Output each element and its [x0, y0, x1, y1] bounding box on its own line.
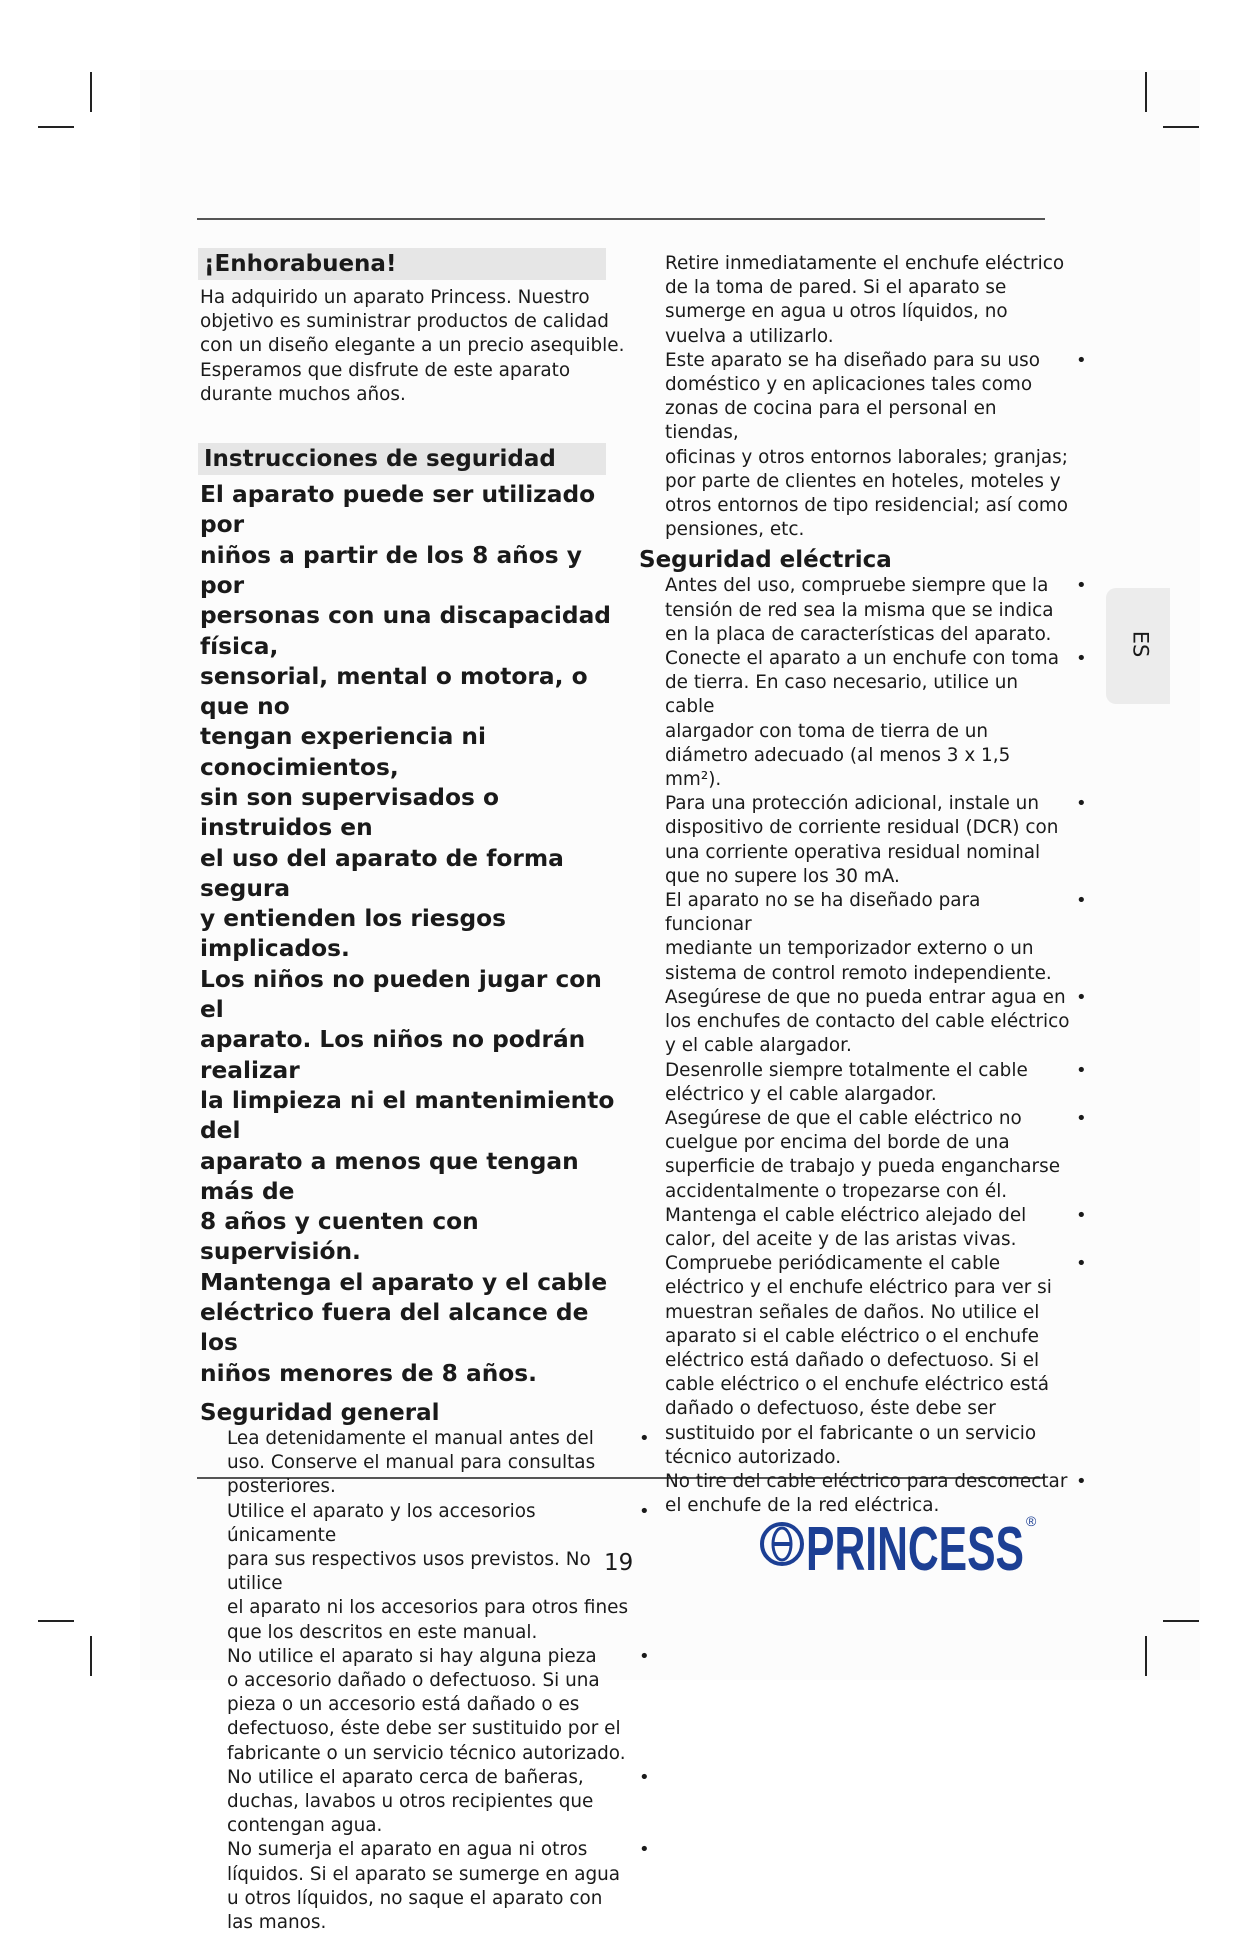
- electric-safety-list: [637, 574, 1087, 1518]
- congrats-paragraph: [198, 286, 628, 407]
- crop-mark-top-right-v: [1145, 72, 1147, 112]
- text-line: Antes del uso, compruebe siempre que la: [665, 575, 1049, 597]
- text-line: el aparato ni los accesorios para otros fines: [227, 1597, 629, 1619]
- text-line: Compruebe periódicamente el cable: [665, 1253, 1001, 1275]
- text-line: diámetro adecuado (al menos 3 x 1,5 mm²).: [665, 744, 1011, 791]
- bullet-icon: •: [1076, 648, 1087, 670]
- text-line: oficinas y otros entornos laborales; granjas;: [665, 446, 1068, 468]
- text-line: por parte de clientes en hoteles, moteles y: [665, 470, 1061, 492]
- bullet-icon: •: [1076, 890, 1087, 912]
- list-item: [227, 1427, 650, 1500]
- text-line: aparato. Los niños no podrán realizar: [200, 1026, 586, 1084]
- text-line: objetivo es suministrar productos de calidad: [200, 311, 609, 333]
- crop-mark-top-left-v: [90, 72, 92, 112]
- text-line: sin son supervisados o instruidos en: [200, 783, 499, 842]
- text-line: 8 años y cuenten con supervisión.: [200, 1208, 479, 1266]
- text-line: líquidos. Si el aparato se sumerge en agua: [227, 1863, 621, 1885]
- text-line: pieza o un accesorio está dañado o es: [227, 1694, 580, 1716]
- list-item: [227, 1500, 650, 1645]
- bullet-icon: •: [639, 1645, 650, 1667]
- right-column: [637, 252, 1087, 1518]
- text-line: sustituido por el fabricante o un servicio: [665, 1422, 1037, 1444]
- text-line: muestran señales de daños. No utilice el: [665, 1301, 1040, 1323]
- text-line: Lea detenidamente el manual antes del: [227, 1427, 594, 1449]
- bullet-icon: •: [1076, 1253, 1087, 1275]
- text-line: vuelva a utilizarlo.: [665, 325, 834, 347]
- text-line: en la placa de características del aparato.: [665, 623, 1052, 645]
- text-line: defectuoso, éste debe ser sustituido por el: [227, 1718, 621, 1740]
- bullet-icon: •: [639, 1500, 650, 1522]
- text-line: las manos.: [227, 1911, 327, 1933]
- list-item: [227, 1645, 650, 1766]
- top-rule: [197, 218, 1045, 220]
- text-line: No utilice el aparato si hay alguna pieza: [227, 1645, 597, 1667]
- list-item: [665, 986, 1087, 1059]
- safety-heading: Instrucciones de seguridad: [198, 443, 606, 475]
- text-line: calor, del aceite y de las aristas vivas.: [665, 1228, 1017, 1250]
- general-safety-list: [198, 1427, 650, 1935]
- text-line: que no supere los 30 mA.: [665, 865, 900, 887]
- text-line: Mantenga el cable eléctrico alejado del: [665, 1204, 1027, 1226]
- text-line: pensiones, etc.: [665, 519, 805, 541]
- bullet-icon: •: [1076, 986, 1087, 1008]
- text-line: de la toma de pared. Si el aparato se: [665, 277, 1007, 299]
- text-line: una corriente operativa residual nominal: [665, 841, 1041, 863]
- text-line: tensión de red sea la misma que se indica: [665, 599, 1054, 621]
- text-line: dispositivo de corriente residual (DCR) con: [665, 817, 1059, 839]
- bullet-icon: •: [1076, 1107, 1087, 1129]
- text-line: niños a partir de los 8 años y por: [200, 541, 582, 599]
- text-line: zonas de cocina para el personal en tiendas,: [665, 398, 997, 444]
- list-item: [665, 574, 1087, 647]
- text-line: Asegúrese de que el cable eléctrico no: [665, 1107, 1022, 1129]
- general-safety-heading: Seguridad general: [200, 1399, 440, 1426]
- bullet-icon: •: [639, 1839, 650, 1861]
- text-line: el uso del aparato de forma segura: [200, 844, 564, 902]
- bullet-icon: •: [1076, 1204, 1087, 1226]
- text-line: contengan agua.: [227, 1815, 383, 1837]
- congrats-heading: ¡Enhorabuena!: [198, 248, 606, 280]
- text-line: la limpieza ni el mantenimiento del: [200, 1086, 615, 1145]
- text-line: Retire inmediatamente el enchufe eléctrico: [665, 253, 1065, 274]
- text-line: o accesorio dañado o defectuoso. Si una: [227, 1669, 600, 1691]
- text-line: cable eléctrico o el enchufe eléctrico está: [665, 1374, 1049, 1396]
- text-line: eléctrico fuera del alcance de los: [200, 1299, 589, 1357]
- text-line: cuelgue por encima del borde de una: [665, 1132, 1010, 1154]
- bullet-icon: •: [1076, 1470, 1087, 1492]
- electric-safety-heading: Seguridad eléctrica: [639, 547, 892, 574]
- text-line: Conecte el aparato a un enchufe con toma: [665, 648, 1059, 670]
- text-line: que los descritos en este manual.: [227, 1621, 538, 1643]
- princess-logo: [760, 1504, 1050, 1584]
- text-line: Mantenga el aparato y el cable: [200, 1268, 608, 1296]
- text-line: posteriores.: [227, 1476, 336, 1498]
- list-item: [665, 889, 1087, 986]
- language-tab-label: ES: [1128, 630, 1153, 658]
- list-item: [665, 1059, 1087, 1107]
- list-item: [227, 1766, 650, 1839]
- text-line: los enchufes de contacto del cable eléctrico: [665, 1011, 1070, 1033]
- text-line: con un diseño elegante a un precio asequible.: [200, 335, 625, 357]
- list-item: [665, 1107, 1087, 1204]
- left-column: [198, 248, 650, 1935]
- text-line: aparato si el cable eléctrico o el enchufe: [665, 1325, 1039, 1347]
- text-line: niños menores de 8 años.: [200, 1359, 538, 1387]
- text-line: No tire del cable eléctrico para desconectar: [665, 1470, 1068, 1492]
- text-line: Los niños no pueden jugar con el: [200, 965, 602, 1024]
- list-item: [227, 1838, 650, 1935]
- list-item: [665, 349, 1087, 543]
- text-line: El aparato puede ser utilizado por: [200, 481, 596, 539]
- text-line: Desenrolle siempre totalmente el cable: [665, 1059, 1028, 1081]
- text-line: otros entornos de tipo residencial; así como: [665, 495, 1069, 517]
- text-line: personas con una discapacidad física,: [200, 602, 611, 660]
- text-line: Esperamos que disfrute de este aparato: [200, 359, 571, 381]
- text-line: doméstico y en aplicaciones tales como: [665, 374, 1033, 396]
- list-item: [665, 647, 1087, 792]
- text-line: y entienden los riesgos implicados.: [200, 905, 507, 963]
- crop-mark-bottom-right-h: [1163, 1620, 1199, 1622]
- bullet-icon: •: [1076, 793, 1087, 815]
- crown-emblem-icon: [762, 1524, 802, 1564]
- registered-mark: ®: [1026, 1513, 1037, 1529]
- text-line: uso. Conserve el manual para consultas: [227, 1452, 596, 1474]
- bullet-icon: •: [639, 1766, 650, 1788]
- text-line: de tierra. En caso necesario, utilice un cable: [665, 672, 1019, 718]
- text-line: Este aparato se ha diseñado para su uso: [665, 349, 1041, 371]
- text-line: Ha adquirido un aparato Princess. Nuestro: [200, 287, 590, 308]
- continued-paragraph: [637, 252, 1087, 542]
- text-line: Utilice el aparato y los accesorios únicamente: [227, 1500, 536, 1546]
- text-line: sistema de control remoto independiente.: [665, 962, 1052, 984]
- text-line: para sus respectivos usos previstos. No utilice: [227, 1548, 591, 1595]
- list-item: [665, 1204, 1087, 1252]
- text-line: sensorial, mental o motora, o que no: [200, 662, 588, 721]
- text-line: y el cable alargador.: [665, 1035, 852, 1057]
- page-number: 19: [604, 1550, 634, 1576]
- list-item: [665, 792, 1087, 889]
- list-item-continuation: [665, 252, 1070, 349]
- text-line: accidentalmente o tropezarse con él.: [665, 1180, 1008, 1202]
- child-safety-warning: [198, 480, 628, 1389]
- bullet-icon: •: [639, 1427, 650, 1449]
- text-line: fabricante o un servicio técnico autorizado.: [227, 1742, 626, 1764]
- text-line: mediante un temporizador externo o un: [665, 938, 1034, 960]
- bullet-icon: •: [1076, 1059, 1087, 1081]
- text-line: aparato a menos que tengan más de: [200, 1147, 579, 1205]
- text-line: Para una protección adicional, instale un: [665, 793, 1039, 815]
- crop-mark-bottom-right-v: [1145, 1636, 1147, 1676]
- bullet-icon: •: [1076, 575, 1087, 597]
- text-line: superficie de trabajo y pueda engancharse: [665, 1156, 1061, 1178]
- text-line: eléctrico y el enchufe eléctrico para ver si: [665, 1277, 1052, 1299]
- language-tab: [1106, 588, 1170, 704]
- text-line: alargador con toma de tierra de un: [665, 720, 989, 742]
- text-line: el enchufe de la red eléctrica.: [665, 1495, 940, 1517]
- text-line: sumerge en agua u otros líquidos, no: [665, 301, 1008, 323]
- crop-mark-bottom-left-h: [38, 1620, 74, 1622]
- crop-mark-top-left-h: [38, 126, 74, 128]
- text-line: u otros líquidos, no saque el aparato con: [227, 1887, 603, 1909]
- text-line: No utilice el aparato cerca de bañeras,: [227, 1766, 584, 1788]
- text-line: El aparato no se ha diseñado para funcionar: [665, 890, 981, 936]
- text-line: durante muchos años.: [200, 383, 406, 405]
- text-line: Asegúrese de que no pueda entrar agua en: [665, 986, 1066, 1008]
- list-item: [665, 1252, 1087, 1470]
- crop-mark-bottom-left-v: [90, 1636, 92, 1676]
- text-line: eléctrico y el cable alargador.: [665, 1083, 937, 1105]
- text-line: tengan experiencia ni conocimientos,: [200, 723, 486, 781]
- text-line: técnico autorizado.: [665, 1446, 842, 1468]
- text-line: duchas, lavabos u otros recipientes que: [227, 1790, 594, 1812]
- text-line: No sumerja el aparato en agua ni otros: [227, 1839, 588, 1861]
- bullet-icon: •: [1076, 349, 1087, 371]
- logo-text: PRINCESS: [806, 1515, 1024, 1584]
- text-line: dañado o defectuoso, éste debe ser: [665, 1398, 996, 1420]
- text-line: eléctrico está dañado o defectuoso. Si el: [665, 1349, 1040, 1371]
- crop-mark-top-right-h: [1163, 126, 1199, 128]
